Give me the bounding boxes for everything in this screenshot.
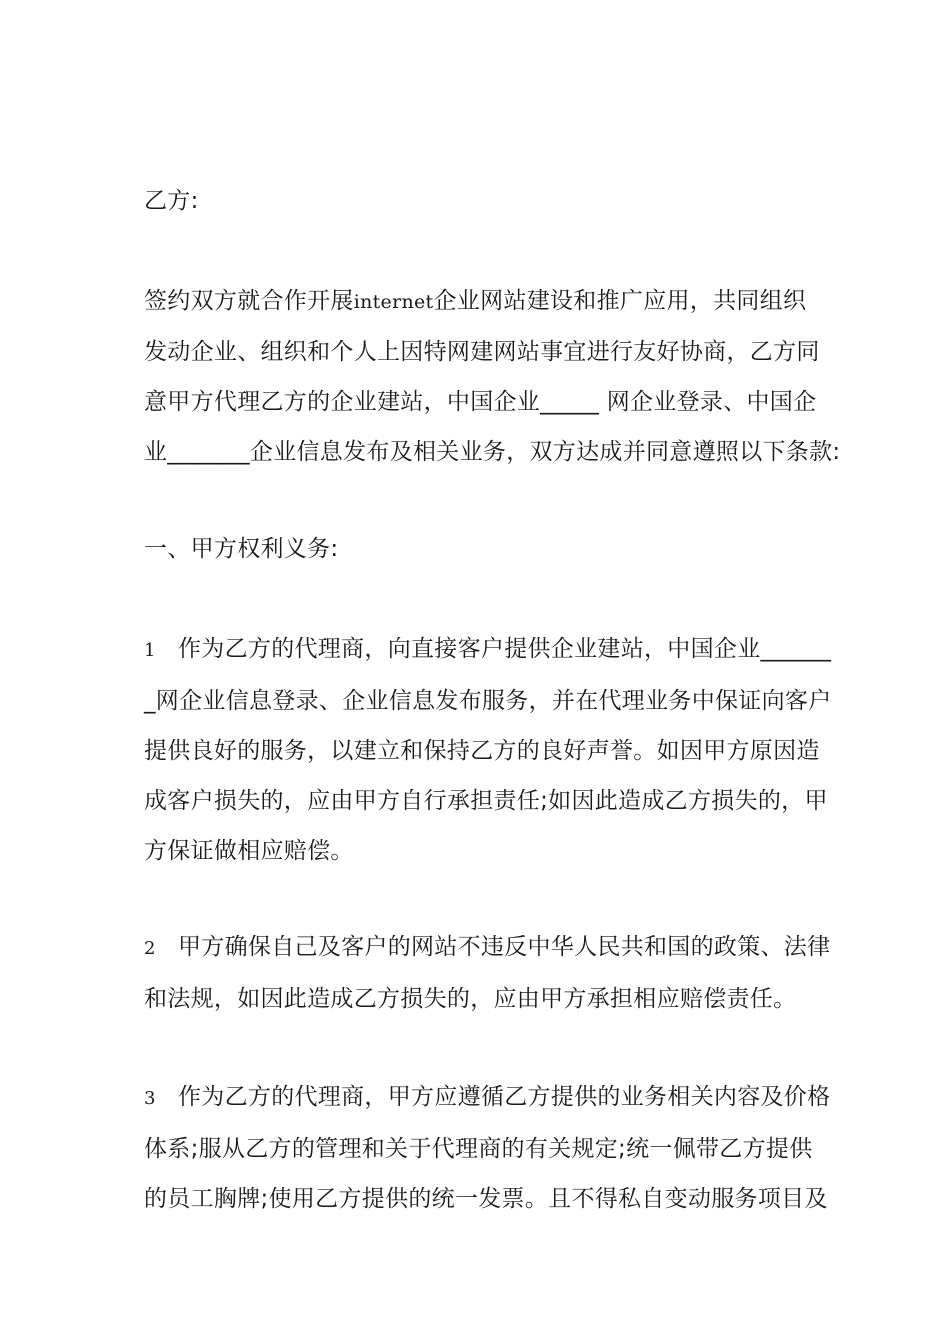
clause-number: 1 <box>144 640 156 661</box>
clause-number: 2 <box>144 938 156 959</box>
intro-line-1: 签约双方就合作开展internet企业网站建设和推广应用，共同组织 <box>144 288 807 314</box>
party-b-label: 乙方: <box>144 188 199 214</box>
clause-3-line-1: 3 作为乙方的代理商，甲方应遵循乙方提供的业务相关内容及价格 <box>144 1072 808 1124</box>
intro-paragraph <box>144 276 841 477</box>
clause-1 <box>144 624 832 876</box>
clause-1-line-1: 1 作为乙方的代理商，向直接客户提供企业建站，中国企业______ <box>144 624 808 676</box>
clause-2-line-2: 和法规，如因此造成乙方损失的，应由甲方承担相应赔偿责任。 <box>144 986 797 1012</box>
clause-3 <box>144 1072 831 1224</box>
clause-2-line-1: 2 甲方确保自己及客户的网站不违反中华人民共和国的政策、法律 <box>144 922 808 974</box>
intro-line-3: 意甲方代理乙方的企业建站，中国企业_____ 网企业登录、中国企 <box>144 389 817 415</box>
clause-number: 3 <box>144 1088 156 1109</box>
clause-1-line-2: _网企业信息登录、企业信息发布服务，并在代理业务中保证向客户 <box>144 688 832 714</box>
clause-3-line-2: 体系;服从乙方的管理和关于代理商的有关规定;统一佩带乙方提供 <box>144 1136 813 1162</box>
clause-1-line-3: 提供良好的服务，以建立和保持乙方的良好声誉。如因甲方原因造 <box>144 738 820 764</box>
intro-line-4: 业_______企业信息发布及相关业务，双方达成并同意遵照以下条款: <box>144 439 841 465</box>
section-heading: 一、甲方权利义务: <box>144 536 339 562</box>
intro-line-2: 发动企业、组织和个人上因特网建网站事宜进行友好协商，乙方同 <box>144 339 820 365</box>
clause-1-line-5: 方保证做相应赔偿。 <box>144 838 354 864</box>
clause-2 <box>144 922 831 1024</box>
clause-3-line-3: 的员工胸牌;使用乙方提供的统一发票。且不得私自变动服务项目及 <box>144 1186 828 1212</box>
clause-1-line-4: 成客户损失的，应由甲方自行承担责任;如因此造成乙方损失的，甲 <box>144 788 828 814</box>
